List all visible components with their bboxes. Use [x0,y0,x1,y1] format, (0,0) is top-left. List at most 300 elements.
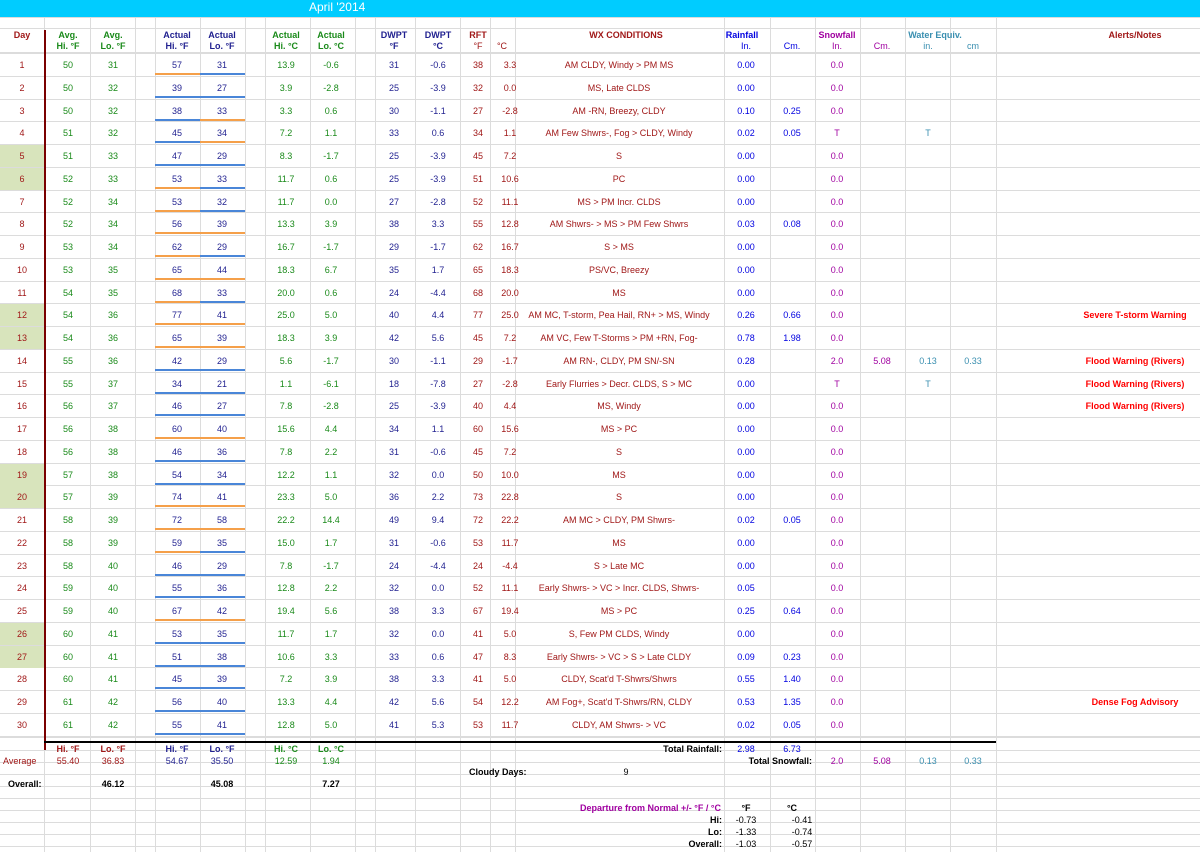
cell-actual-lo: 36 [216,447,228,457]
cell-actual-lo-c: -1.7 [323,151,339,161]
cell-avg-hi: 50 [62,106,74,116]
cell-rft-c: 5.0 [503,629,517,639]
cell-rft-f: 62 [472,242,484,252]
cell-rain-in: 0.02 [737,720,755,730]
temperature-vs-normal-underline [155,414,200,416]
cell-wx-conditions: MS > PC [600,606,638,616]
cell-rft-f: 52 [472,197,484,207]
cell-actual-lo: 58 [216,515,228,525]
cell-rft-c: -2.8 [502,106,518,116]
cell-rain-in: 0.03 [737,219,755,229]
grid-row-line [0,576,1200,577]
cell-rft-c: 22.2 [501,515,519,525]
header-dwpt-f: DWPT [380,30,408,40]
departure-overall-c: -0.57 [791,839,813,849]
cell-dewpoint-f: 34 [388,424,400,434]
total-rainfall-label: Total Rainfall: [663,744,722,754]
temperature-vs-normal-underline [200,528,245,530]
cell-rft-f: 45 [472,447,484,457]
cell-rft-c: 8.3 [503,652,517,662]
cell-dewpoint-f: 32 [388,629,400,639]
cell-rft-f: 52 [472,583,484,593]
header-actual-hi-c: Actual [272,30,300,40]
header-actual-lo-c-unit: Lo. °C [317,41,345,51]
cell-dewpoint-c: -4.4 [430,288,446,298]
cell-day: 30 [16,720,28,730]
cell-actual-lo: 34 [216,128,228,138]
cell-rain-in: 0.05 [737,583,755,593]
cell-rain-in: 0.00 [737,492,755,502]
cell-actual-lo: 31 [216,60,228,70]
cell-day: 12 [16,310,28,320]
cell-actual-lo: 21 [216,379,228,389]
temperature-vs-normal-underline [155,710,200,712]
header-actual-hi: Actual [163,30,191,40]
cell-rain-in: 0.00 [737,470,755,480]
temperature-vs-normal-underline [200,414,245,416]
grid-row-line [0,508,1200,509]
cell-day: 14 [16,356,28,366]
cell-day: 27 [16,652,28,662]
cell-day: 3 [19,106,25,116]
cell-rft-f: 50 [472,470,484,480]
cell-rain-in: 0.00 [737,538,755,548]
header-avg-lo-unit: Lo. °F [100,41,126,51]
cell-rft-c: 10.0 [501,470,519,480]
cell-rft-c: 18.3 [501,265,519,275]
cell-actual-lo: 35 [216,629,228,639]
cell-dewpoint-f: 25 [388,174,400,184]
cell-avg-lo: 33 [107,174,119,184]
cell-wx-conditions: Early Shwrs- > VC > Incr. CLDS, Shwrs- [538,583,700,593]
cell-rain-in: 0.53 [737,697,755,707]
temperature-vs-normal-underline [200,437,245,439]
grid-row-line [0,645,1200,646]
cell-dewpoint-f: 38 [388,674,400,684]
cell-actual-lo-c: 1.1 [324,470,338,480]
cell-actual-lo: 41 [216,720,228,730]
cell-avg-hi: 60 [62,674,74,684]
cell-avg-hi: 51 [62,128,74,138]
header-rft-c: °C [496,41,508,51]
cell-avg-lo: 39 [107,492,119,502]
cell-snow-in: 0.0 [830,197,844,207]
cell-actual-lo: 29 [216,356,228,366]
grid-row-line [0,17,1200,18]
cell-snow-in: 0.0 [830,652,844,662]
cell-avg-hi: 52 [62,197,74,207]
grid-column-line [770,17,771,852]
cell-day: 2 [19,83,25,93]
temperature-vs-normal-underline [155,301,200,303]
cell-we-in: T [925,128,931,138]
cell-rain-in: 0.02 [737,515,755,525]
temperature-vs-normal-underline [155,278,200,280]
cell-dewpoint-c: 3.3 [431,606,445,616]
cell-actual-lo-c: 3.9 [324,333,338,343]
cell-dewpoint-c: 5.6 [431,333,445,343]
grid-row-line [0,372,1200,373]
temperature-vs-normal-underline [155,642,200,644]
cell-rain-in: 0.00 [737,197,755,207]
temperature-vs-normal-underline [155,210,200,212]
header-rain-cm: Cm. [783,41,801,51]
cell-actual-hi-c: 20.0 [277,288,295,298]
cell-rft-f: 32 [472,83,484,93]
cell-avg-hi: 61 [62,697,74,707]
cell-day: 25 [16,606,28,616]
cell-actual-lo-c: 0.0 [324,197,338,207]
temperature-vs-normal-underline [200,301,245,303]
cell-rft-c: 5.0 [503,674,517,684]
summary-hdr-act-lo: Lo. °F [209,744,235,754]
cell-rft-c: 7.2 [503,333,517,343]
cell-rain-in: 0.00 [737,242,755,252]
cell-rft-f: 60 [472,424,484,434]
cell-rain-in: 0.00 [737,265,755,275]
total-snowfall-label: Total Snowfall: [748,756,812,766]
cell-dewpoint-f: 25 [388,401,400,411]
cell-day: 11 [17,288,27,298]
grid-row-line [0,834,1200,835]
cell-actual-hi-c: 12.2 [277,470,295,480]
cell-actual-lo: 29 [216,151,228,161]
departure-hi-f: -0.73 [735,815,757,825]
cell-rain-in: 0.78 [737,333,755,343]
cell-rain-cm: 0.25 [783,106,801,116]
grid-column-line [950,17,951,852]
cell-dewpoint-f: 33 [388,128,400,138]
cell-actual-lo-c: -6.1 [323,379,339,389]
cell-wx-conditions: MS, Late CLDS [587,83,651,93]
cell-actual-hi-c: 8.3 [279,151,293,161]
cell-avg-lo: 40 [107,561,119,571]
cell-wx-conditions: AM MC, T-storm, Pea Hail, RN+ > MS, Windy [528,310,710,320]
cell-actual-hi-c: 7.8 [279,401,293,411]
grid-row-line [0,737,1200,738]
header-wx-conditions: WX CONDITIONS [589,30,663,40]
cell-dewpoint-c: -3.9 [430,401,446,411]
cell-alert: Flood Warning (Rivers) [1085,356,1185,366]
cell-dewpoint-f: 40 [388,310,400,320]
cell-wx-conditions: PS/VC, Breezy [588,265,650,275]
cell-rain-in: 0.00 [737,151,755,161]
cell-dewpoint-c: -1.1 [430,356,446,366]
temperature-vs-normal-underline [200,619,245,621]
cell-rft-f: 54 [472,697,484,707]
cell-dewpoint-c: 5.3 [431,720,445,730]
cell-snow-cm: 5.08 [873,356,891,366]
cell-day: 18 [16,447,28,457]
average-avg-lo: 36.83 [101,756,125,766]
grid-row-line [0,531,1200,532]
cell-actual-hi: 42 [171,356,183,366]
cell-rain-in: 0.09 [737,652,755,662]
cell-snow-in: 0.0 [830,83,844,93]
cell-dewpoint-f: 32 [388,470,400,480]
cell-rain-cm: 0.64 [783,606,801,616]
cell-rft-c: 11.1 [501,583,519,593]
cell-dewpoint-f: 42 [388,697,400,707]
cell-actual-hi-c: 7.8 [279,561,293,571]
cell-rft-f: 77 [472,310,484,320]
summary-hdr-avg-lo: Lo. °F [100,744,126,754]
cell-rft-c: 22.8 [501,492,519,502]
header-snowfall: Snowfall [818,30,856,40]
cell-day: 19 [16,470,28,480]
cell-snow-in: 0.0 [830,174,844,184]
cell-actual-hi: 72 [171,515,183,525]
cell-rft-f: 27 [472,106,484,116]
summary-hdr-act-hi-c: Hi. °C [273,744,299,754]
temperature-vs-normal-underline [155,369,200,371]
cell-dewpoint-f: 42 [388,333,400,343]
temperature-vs-normal-underline [155,323,200,325]
cell-rft-f: 53 [472,720,484,730]
cell-dewpoint-f: 32 [388,583,400,593]
cell-wx-conditions: MS [612,288,626,298]
grid-row-line [0,121,1200,122]
cell-actual-lo: 39 [216,219,228,229]
departure-overall-f: -1.03 [735,839,757,849]
cell-rft-c: 10.6 [501,174,519,184]
grid-row-line [0,326,1200,327]
cell-dewpoint-c: -0.6 [430,447,446,457]
cell-avg-lo: 39 [107,538,119,548]
temperature-vs-normal-underline [200,505,245,507]
cell-rain-in: 0.00 [737,629,755,639]
title-bar [0,0,1200,17]
summary-divider [44,741,996,743]
cell-rain-in: 0.00 [737,174,755,184]
departure-lo-c: -0.74 [791,827,813,837]
grid-row-line [0,599,1200,600]
cell-wx-conditions: MS [612,538,626,548]
temperature-vs-normal-underline [155,528,200,530]
cell-alert: Flood Warning (Rivers) [1085,401,1185,411]
cell-actual-hi: 74 [171,492,183,502]
cell-actual-hi-c: 23.3 [277,492,295,502]
cell-actual-lo: 32 [216,197,228,207]
cell-wx-conditions: S [615,492,623,502]
cell-actual-hi: 39 [171,83,183,93]
cell-dewpoint-c: 3.3 [431,219,445,229]
cell-actual-lo: 27 [216,401,228,411]
header-water-equiv: Water Equiv. [908,30,962,40]
cell-actual-hi-c: 7.2 [279,128,293,138]
cell-dewpoint-c: 3.3 [431,674,445,684]
cell-dewpoint-f: 38 [388,606,400,616]
cell-day: 24 [16,583,28,593]
total-rainfall-in: 2.98 [737,744,755,754]
grid-column-line [860,17,861,852]
cell-actual-hi: 60 [171,424,183,434]
total-snowfall-in: 2.0 [830,756,844,766]
cell-actual-lo-c: -1.7 [323,561,339,571]
cell-avg-hi: 60 [62,629,74,639]
cell-actual-lo-c: 2.2 [324,583,338,593]
cell-avg-hi: 56 [62,447,74,457]
cell-actual-lo-c: 3.9 [324,219,338,229]
header-dwpt-c: DWPT [424,30,452,40]
cell-actual-lo-c: 0.6 [324,174,338,184]
header-rain-in: In. [740,41,752,51]
cell-snow-in: 0.0 [830,242,844,252]
cell-day: 21 [16,515,28,525]
temperature-vs-normal-underline [200,187,245,189]
cell-actual-hi: 68 [171,288,183,298]
temperature-vs-normal-underline [155,665,200,667]
temperature-vs-normal-underline [155,505,200,507]
cell-actual-hi-c: 12.8 [277,720,295,730]
overall-actual: 45.08 [210,779,234,789]
cell-actual-lo: 41 [216,310,228,320]
cell-rain-cm: 0.05 [783,515,801,525]
cell-snow-in: 0.0 [830,583,844,593]
cell-avg-hi: 55 [62,379,74,389]
average-act-hi: 54.67 [165,756,189,766]
cell-actual-lo-c: 3.9 [324,674,338,684]
cell-snow-in: 0.0 [830,310,844,320]
grid-column-line [355,17,356,852]
cell-rain-cm: 0.23 [783,652,801,662]
cell-snow-in: 0.0 [830,674,844,684]
cell-avg-hi: 50 [62,83,74,93]
cell-snow-in: 0.0 [830,151,844,161]
grid-row-line [0,786,1200,787]
summary-hdr-avg-hi: Hi. °F [56,744,80,754]
cell-dewpoint-f: 30 [388,106,400,116]
cell-snow-in: 0.0 [830,606,844,616]
cell-actual-hi: 56 [171,219,183,229]
grid-row-line [0,554,1200,555]
cell-actual-hi-c: 12.8 [277,583,295,593]
cell-rft-f: 53 [472,538,484,548]
header-avg-hi: Avg. [58,30,78,40]
temperature-vs-normal-underline [155,733,200,735]
cell-dewpoint-c: 1.7 [431,265,445,275]
overall-avg: 46.12 [101,779,125,789]
cell-actual-hi-c: 15.6 [277,424,295,434]
cell-dewpoint-f: 24 [388,561,400,571]
cell-day: 22 [16,538,28,548]
temperature-vs-normal-underline [200,210,245,212]
cell-avg-hi: 58 [62,538,74,548]
cell-actual-hi-c: 3.9 [279,83,293,93]
temperature-vs-normal-underline [200,278,245,280]
cell-alert: Severe T-storm Warning [1083,310,1187,320]
cell-rft-c: 12.2 [501,697,519,707]
cell-dewpoint-c: 0.6 [431,652,445,662]
grid-column-line [724,17,725,852]
cell-snow-in: 0.0 [830,401,844,411]
temperature-vs-normal-underline [200,141,245,143]
cloudy-days-label: Cloudy Days: [469,767,527,777]
cell-actual-hi: 45 [171,674,183,684]
cell-actual-hi-c: 18.3 [277,333,295,343]
departure-label: Departure from Normal +/- °F / °C [580,803,721,813]
cell-actual-lo-c: -1.7 [323,356,339,366]
cell-dewpoint-c: 4.4 [431,310,445,320]
temperature-vs-normal-underline [155,460,200,462]
cell-actual-lo-c: -2.8 [323,83,339,93]
cell-rft-f: 51 [472,174,484,184]
cell-actual-lo-c: 1.7 [324,538,338,548]
header-rft-f: °F [473,41,483,51]
cell-rain-cm: 0.05 [783,720,801,730]
cell-rft-f: 34 [472,128,484,138]
header-actual-hi-c-unit: Hi. °C [273,41,299,51]
cell-dewpoint-c: 0.6 [431,128,445,138]
cell-actual-lo: 34 [216,470,228,480]
cell-wx-conditions: S [615,447,623,457]
temperature-vs-normal-underline [200,232,245,234]
cell-avg-lo: 42 [107,720,119,730]
grid-row-line [0,667,1200,668]
temperature-vs-normal-underline [155,687,200,689]
cell-actual-lo-c: 4.4 [324,697,338,707]
header-we-cm: cm [967,41,979,51]
cell-snow-in: 0.0 [830,697,844,707]
cell-rain-in: 0.00 [737,379,755,389]
cell-day: 17 [16,424,28,434]
cell-avg-hi: 57 [62,492,74,502]
cell-dewpoint-c: 5.6 [431,697,445,707]
cell-actual-hi-c: 3.3 [279,106,293,116]
grid-row-line [0,440,1200,441]
cell-avg-hi: 61 [62,720,74,730]
header-avg-lo: Avg. [103,30,123,40]
cell-actual-lo-c: -1.7 [323,242,339,252]
cell-actual-lo: 35 [216,538,228,548]
cell-snow-in: 0.0 [830,219,844,229]
cell-dewpoint-f: 31 [388,447,400,457]
header-alerts: Alerts/Notes [1108,30,1162,40]
temperature-vs-normal-underline [155,596,200,598]
cell-rft-f: 73 [472,492,484,502]
summary-hdr-act-lo-c: Lo. °C [317,744,345,754]
cell-actual-lo-c: 5.0 [324,310,338,320]
temperature-vs-normal-underline [200,642,245,644]
cell-rain-in: 0.00 [737,447,755,457]
cell-rft-c: -2.8 [502,379,518,389]
cell-snow-in: 0.0 [830,265,844,275]
grid-column-line [135,17,136,852]
cell-wx-conditions: Early Flurries > Decr. CLDS, S > MC [545,379,693,389]
cell-avg-hi: 52 [62,219,74,229]
cell-actual-hi: 59 [171,538,183,548]
grid-row-line [0,349,1200,350]
cell-wx-conditions: CLDY, AM Shwrs- > VC [571,720,667,730]
cell-rft-c: 4.4 [503,401,517,411]
cell-wx-conditions: AM RN-, CLDY, PM SN/-SN [563,356,675,366]
cell-dewpoint-c: 2.2 [431,492,445,502]
grid-row-line [0,235,1200,236]
cell-snow-in: 0.0 [830,561,844,571]
average-act-lo: 35.50 [210,756,234,766]
cell-actual-lo-c: 5.0 [324,492,338,502]
cell-avg-hi: 59 [62,606,74,616]
cell-wx-conditions: AM -RN, Breezy, CLDY [572,106,666,116]
departure-c-header: °C [786,803,798,813]
cell-rft-c: 11.1 [501,197,519,207]
cell-rft-f: 38 [472,60,484,70]
cell-dewpoint-c: -7.8 [430,379,446,389]
cell-rft-f: 24 [472,561,484,571]
cell-rft-f: 29 [472,356,484,366]
cell-avg-lo: 41 [107,674,119,684]
grid-column-line [815,17,816,852]
